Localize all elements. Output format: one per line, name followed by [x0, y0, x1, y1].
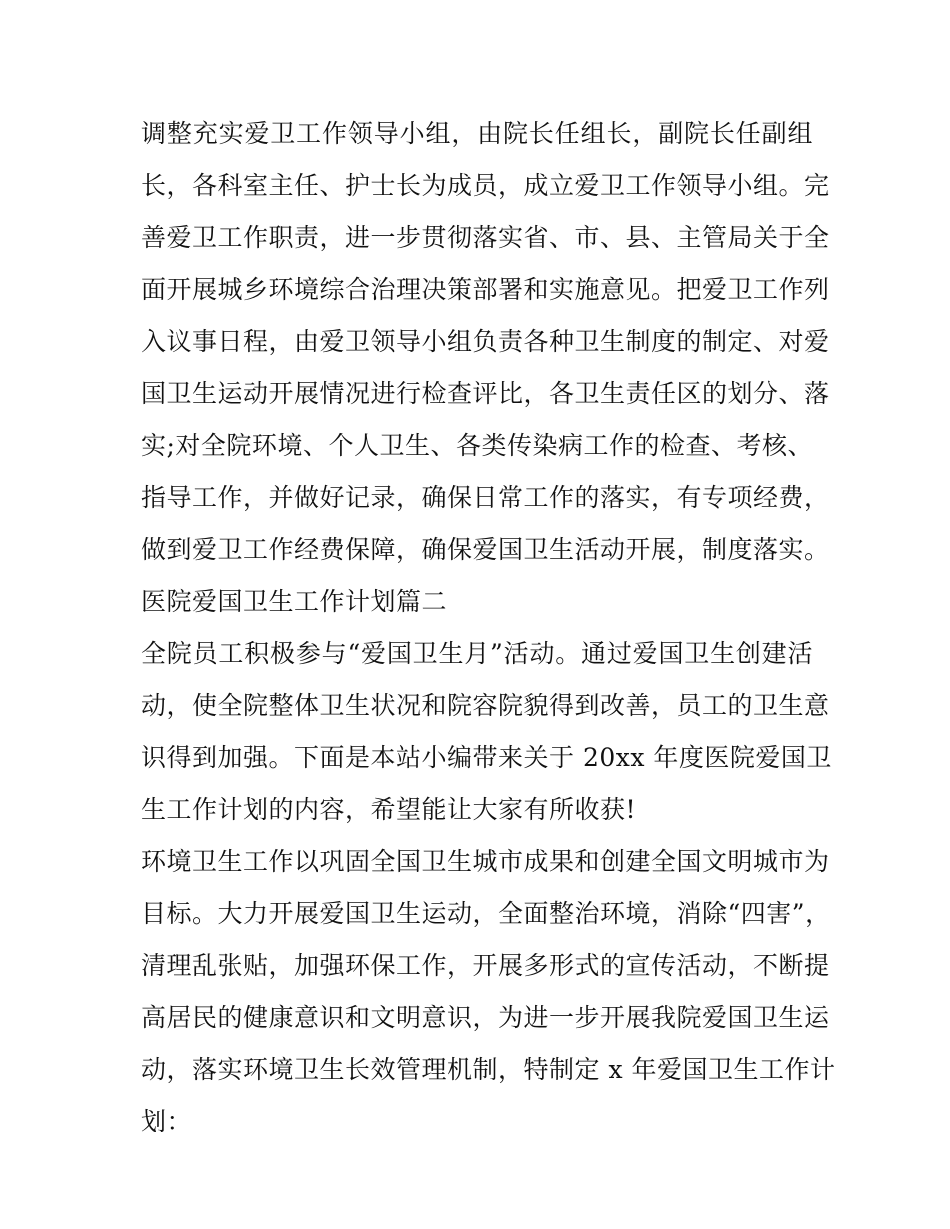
text-line: 面开展城乡环境综合治理决策部署和实施意见。把爱卫工作列	[141, 275, 830, 304]
text-line: 国卫生运动开展情况进行检查评比，各卫生责任区的划分、落	[141, 379, 830, 408]
text-line: 清理乱张贴，加强环保工作，开展多形式的宣传活动，不断提	[141, 951, 830, 980]
text-line: 入议事日程，由爱卫领导小组负责各种卫生制度的制定、对爱	[141, 327, 830, 356]
text-line: 做到爱卫工作经费保障，确保爱国卫生活动开展，制度落实。	[141, 535, 830, 564]
text-line: 长，各科室主任、护士长为成员，成立爱卫工作领导小组。完	[141, 171, 830, 200]
text-line: 全院员工积极参与“爱国卫生月”活动。通过爱国卫生创建活	[141, 639, 813, 668]
text-line: 善爱卫工作职责，进一步贯彻落实省、市、县、主管局关于全	[141, 223, 830, 252]
text-line: 生工作计划的内容，希望能让大家有所收获!	[141, 795, 637, 824]
section-heading: 医院爱国卫生工作计划篇二	[141, 587, 448, 616]
text-line: 目标。大力开展爱国卫生运动，全面整治环境，消除“四害”，	[141, 899, 831, 928]
text-line: 动，使全院整体卫生状况和院容院貌得到改善，员工的卫生意	[141, 691, 830, 720]
text-line: 指导工作，并做好记录，确保日常工作的落实，有专项经费，	[141, 483, 830, 512]
text-line: 高居民的健康意识和文明意识，为进一步开展我院爱国卫生运	[141, 1003, 830, 1032]
text-line: 划：	[141, 1107, 193, 1136]
text-line: 调整充实爱卫工作领导小组，由院长任组长，副院长任副组	[141, 119, 813, 148]
text-line: 实;对全院环境、个人卫生、各类传染病工作的检查、考核、	[141, 431, 813, 460]
document-body	[141, 108, 836, 1148]
text-line: 动，落实环境卫生长效管理机制，特制定 x 年爱国卫生工作计	[141, 1055, 836, 1084]
text-line: 环境卫生工作以巩固全国卫生城市成果和创建全国文明城市为	[141, 847, 830, 876]
text-line: 识得到加强。下面是本站小编带来关于 20xx 年度医院爱国卫	[141, 743, 832, 772]
